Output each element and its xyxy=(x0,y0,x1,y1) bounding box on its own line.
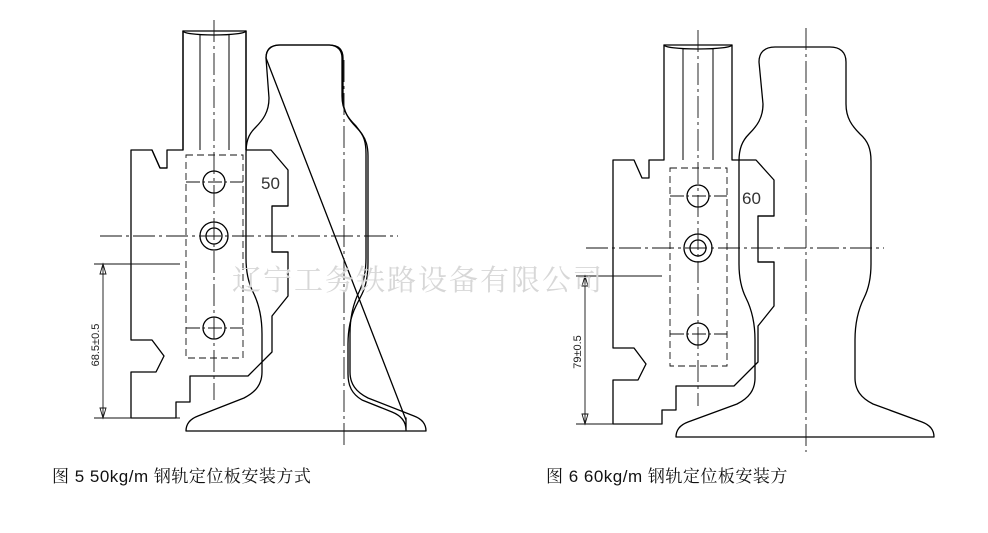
plate-inner-detail-50 xyxy=(152,150,167,168)
dimension-text-60: 79±0.5 xyxy=(572,335,584,369)
rail-profile-50 xyxy=(266,45,406,430)
rail-outline-60 xyxy=(676,47,934,437)
figure-5-svg xyxy=(0,0,494,460)
figure-6-drawing xyxy=(494,0,988,460)
figure-6-caption: 图 6 60kg/m 钢轨定位板安装方 xyxy=(546,467,788,486)
hidden-slot-60 xyxy=(670,168,727,366)
part-label-50: 50 xyxy=(261,174,280,193)
figure-5-caption: 图 5 50kg/m 钢轨定位板安装方式 xyxy=(52,467,312,486)
plate-shank-groove-50 xyxy=(200,34,229,150)
part-label-60: 60 xyxy=(742,189,761,208)
plate-recess-60 xyxy=(758,216,774,262)
figure-6-svg xyxy=(494,0,988,460)
positioning-plate-50 xyxy=(131,31,288,418)
dimension-text-50: 68.5±0.5 xyxy=(90,323,102,367)
plate-recess-50 xyxy=(272,206,288,252)
figure-5-drawing xyxy=(0,0,494,460)
company-watermark: 辽宁工务铁路设备有限公司 xyxy=(232,265,605,297)
